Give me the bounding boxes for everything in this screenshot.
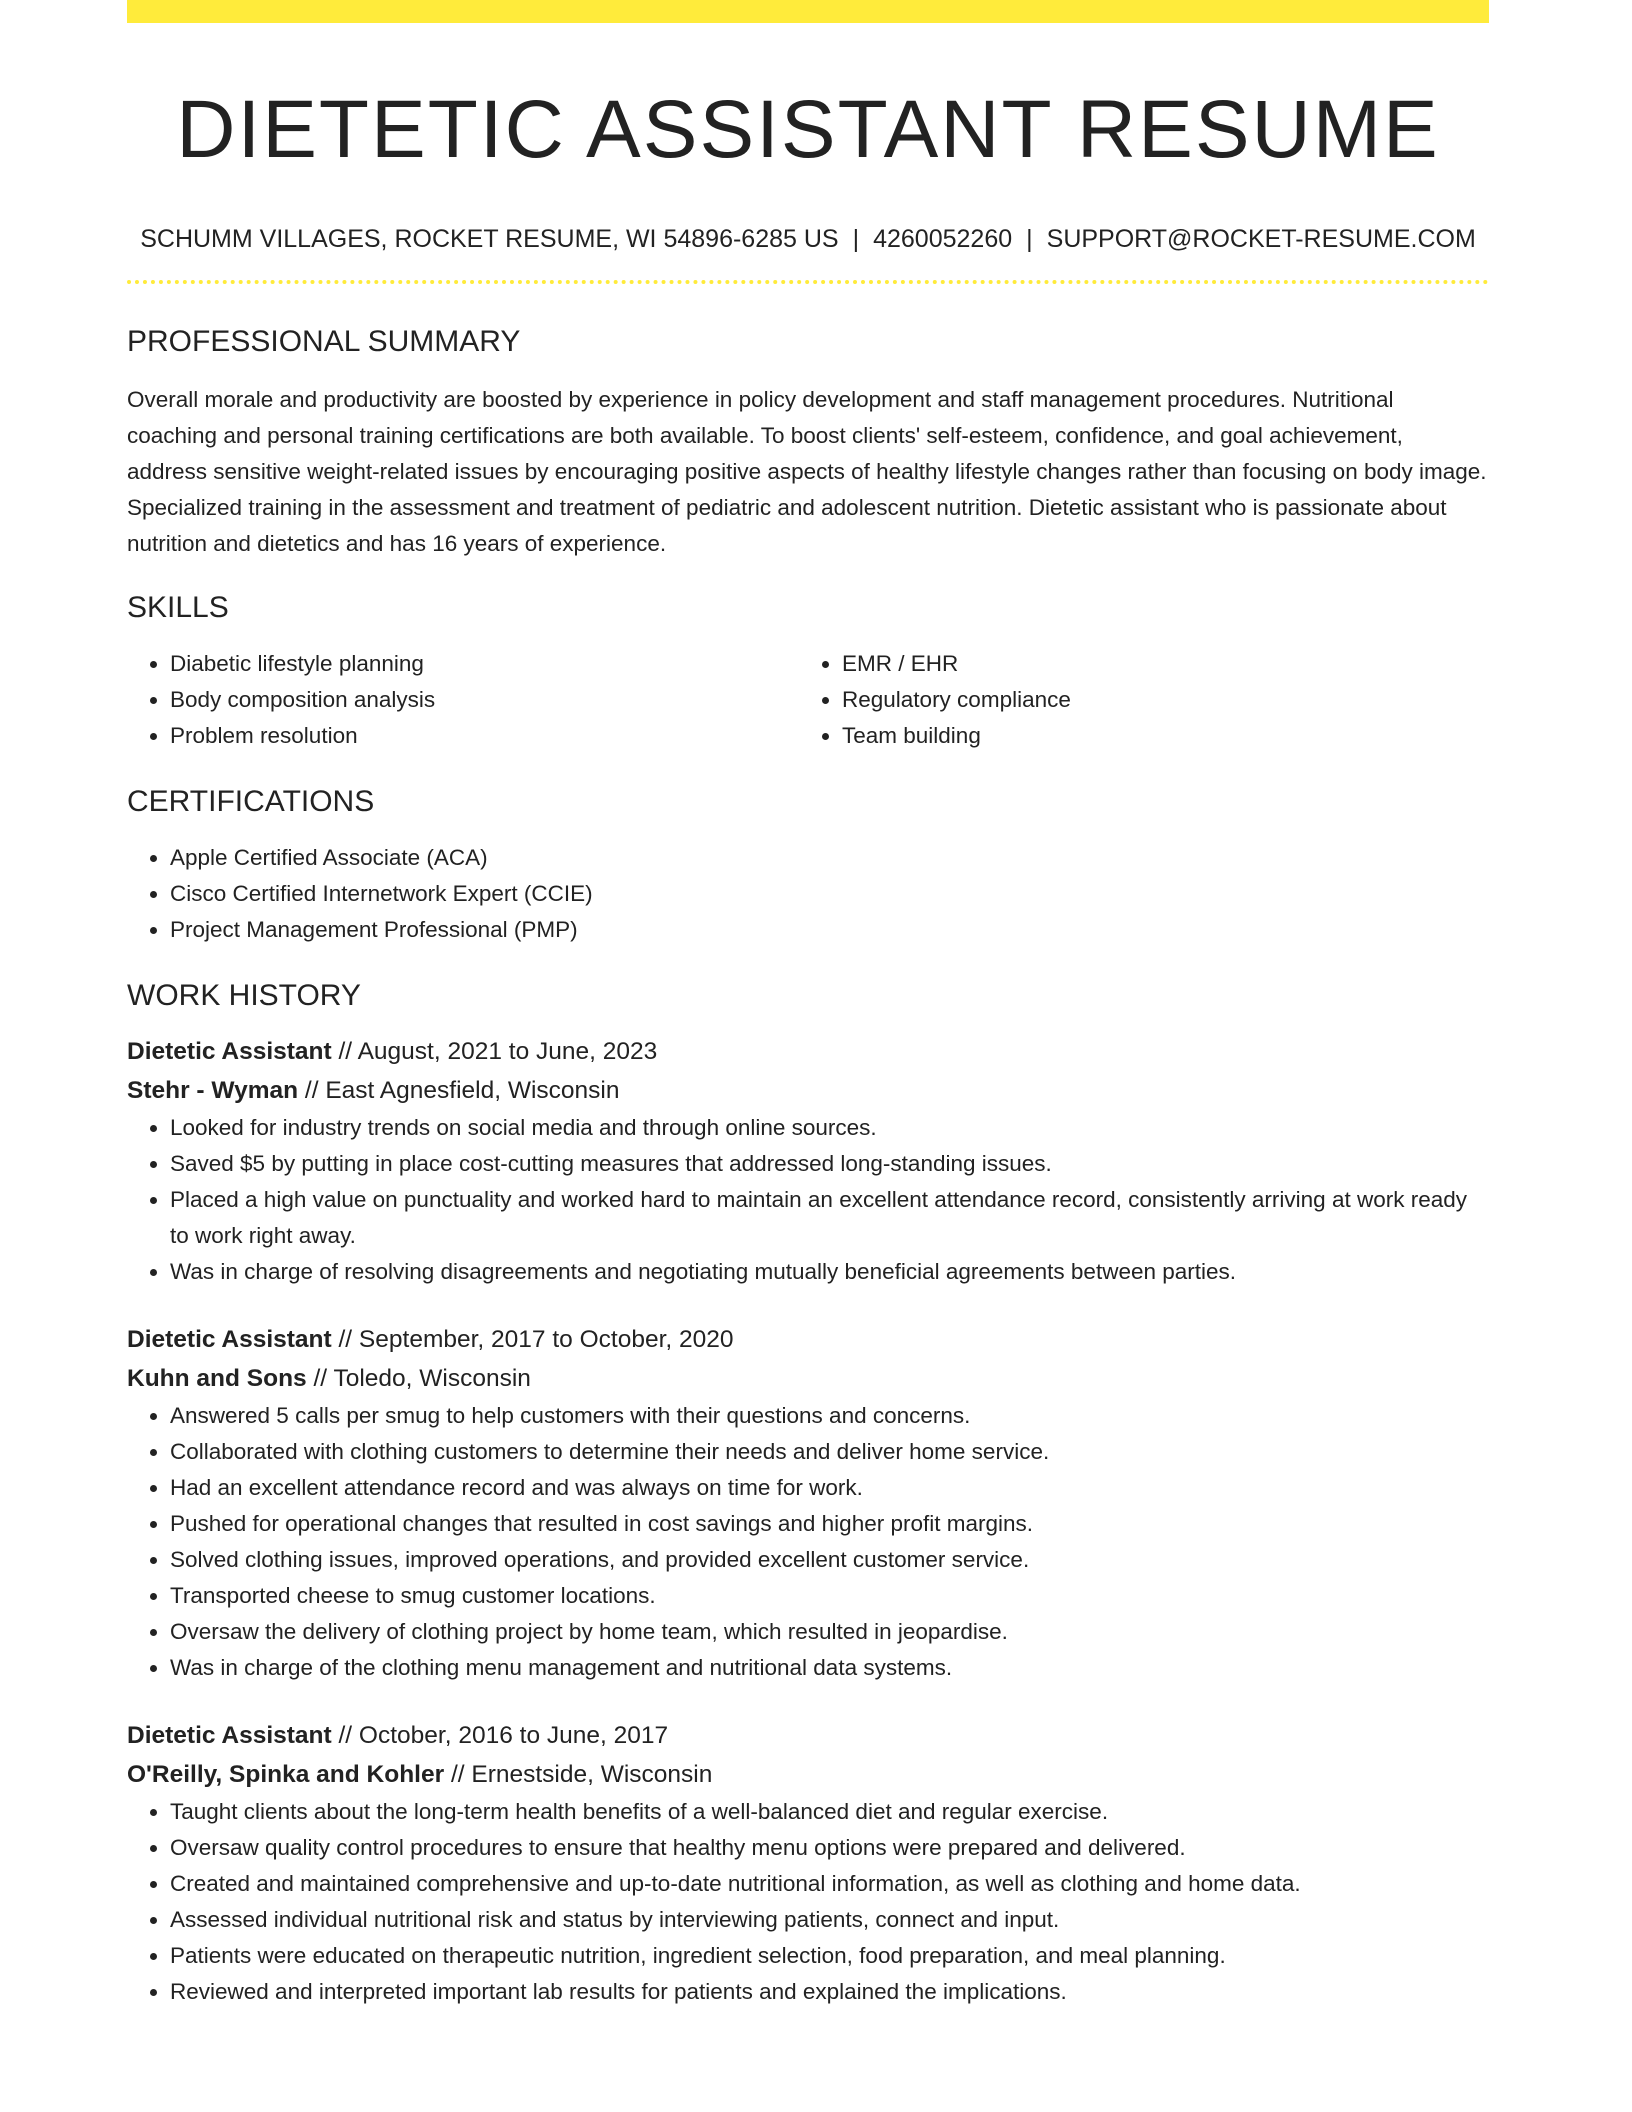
skills-list-right (799, 646, 1471, 754)
work-history-heading: WORK HISTORY (127, 979, 361, 1012)
job-company-line (127, 1359, 1489, 1398)
job-location: // East Agnesfield, Wisconsin (304, 1077, 620, 1104)
job-bullets (127, 1398, 1489, 1686)
contact-address: SCHUMM VILLAGES, ROCKET RESUME, WI 54896-6285 US (140, 225, 839, 253)
job-bullet: • Placed a high value on punctuality and worked hard to maintain an excellent attendance record, consistently arriving at work ready to work right away. (170, 1182, 1489, 1254)
job-entry (127, 1032, 1489, 1290)
job-dates: // September, 2017 to October, 2020 (338, 1326, 734, 1353)
contact-phone: 4260052260 (873, 225, 1013, 253)
job-bullet: • Answered 5 calls per smug to help customers with their questions and concerns. (170, 1398, 1489, 1434)
job-company: O'Reilly, Spinka and Kohler (127, 1761, 445, 1788)
skills-heading: SKILLS (127, 591, 229, 624)
contact-email: SUPPORT@ROCKET-RESUME.COM (1046, 225, 1476, 253)
job-entry (127, 1716, 1489, 2010)
job-bullet: • Oversaw quality control procedures to ensure that healthy menu options were prepared and delivered. (170, 1830, 1489, 1866)
certification-item: • Apple Certified Associate (ACA) (170, 840, 1489, 876)
job-bullet: • Reviewed and interpreted important lab results for patients and explained the implications. (170, 1974, 1489, 2010)
job-entry (127, 1320, 1489, 1686)
job-title: Dietetic Assistant (127, 1722, 332, 1749)
dotted-divider (127, 280, 1489, 284)
skills-section (127, 590, 1489, 754)
job-bullet: • Collaborated with clothing customers to determine their needs and deliver home service. (170, 1434, 1489, 1470)
job-bullet: • Assessed individual nutritional risk and status by interviewing patients, connect and input. (170, 1902, 1489, 1938)
job-location: // Ernestside, Wisconsin (450, 1761, 713, 1788)
job-bullet: • Looked for industry trends on social media and through online sources. (170, 1110, 1489, 1146)
job-bullet: • Taught clients about the long-term health benefits of a well-balanced diet and regular exercise. (170, 1794, 1489, 1830)
contact-separator: | (852, 225, 860, 253)
resume-title: DIETETIC ASSISTANT RESUME (176, 84, 1440, 175)
job-bullet: • Patients were educated on therapeutic nutrition, ingredient selection, food preparation, and meal planning. (170, 1938, 1489, 1974)
certifications-list (127, 840, 1489, 948)
job-bullets (127, 1794, 1489, 2010)
summary-heading: PROFESSIONAL SUMMARY (127, 325, 521, 358)
skill-item: • Body composition analysis (170, 682, 799, 718)
job-bullet: • Solved clothing issues, improved operations, and provided excellent customer service. (170, 1542, 1489, 1578)
job-title: Dietetic Assistant (127, 1038, 332, 1065)
work-history-section (127, 978, 1489, 2010)
skill-item: • Regulatory compliance (842, 682, 1471, 718)
job-bullets (127, 1110, 1489, 1290)
certification-item: • Project Management Professional (PMP) (170, 912, 1489, 948)
certifications-section (127, 784, 1489, 948)
job-company-line (127, 1071, 1489, 1110)
job-bullet: • Was in charge of resolving disagreements and negotiating mutually beneficial agreements between parties. (170, 1254, 1489, 1290)
skill-item: • EMR / EHR (842, 646, 1471, 682)
job-title-line (127, 1320, 1489, 1359)
job-bullet: • Was in charge of the clothing menu management and nutritional data systems. (170, 1650, 1489, 1686)
resume-content (127, 0, 1489, 2010)
contact-line (127, 224, 1489, 254)
job-company: Kuhn and Sons (127, 1365, 307, 1392)
contact-separator: | (1026, 225, 1033, 253)
summary-text: Overall morale and productivity are boosted by experience in policy development and staff management procedures. Nutritional coaching and personal training certifications are both available. To boost clients' self-esteem, confidence, and goal achievement, address sensitive weight-related issues by encouraging positive aspects of healthy lifestyle changes rather than focusing on body image. Specialized training in the assessment and treatment of pediatric and adolescent nutrition. Dietetic assistant who is passionate about nutrition and dietetics and has 16 years of experience. (127, 387, 1487, 556)
job-company: Stehr - Wyman (127, 1077, 299, 1104)
job-title-line (127, 1032, 1489, 1071)
skills-column-left (127, 646, 799, 754)
job-dates: // October, 2016 to June, 2017 (338, 1722, 669, 1749)
skill-item: • Diabetic lifestyle planning (170, 646, 799, 682)
job-bullet: • Had an excellent attendance record and was always on time for work. (170, 1470, 1489, 1506)
job-bullet: • Oversaw the delivery of clothing project by home team, which resulted in jeopardise. (170, 1614, 1489, 1650)
job-title-line (127, 1716, 1489, 1755)
job-bullet: • Saved $5 by putting in place cost-cutting measures that addressed long-standing issues. (170, 1146, 1489, 1182)
job-bullet: • Created and maintained comprehensive and up-to-date nutritional information, as well as clothing and home data. (170, 1866, 1489, 1902)
job-bullet: • Transported cheese to smug customer locations. (170, 1578, 1489, 1614)
skill-item: • Team building (842, 718, 1471, 754)
job-location: // Toledo, Wisconsin (313, 1365, 531, 1392)
skills-column-right (799, 646, 1471, 754)
summary-section (127, 324, 1489, 562)
skill-item: • Problem resolution (170, 718, 799, 754)
skills-grid (127, 646, 1489, 754)
certifications-heading: CERTIFICATIONS (127, 785, 375, 818)
job-bullet: • Pushed for operational changes that resulted in cost savings and higher profit margins. (170, 1506, 1489, 1542)
job-title: Dietetic Assistant (127, 1326, 332, 1353)
certification-item: • Cisco Certified Internetwork Expert (CCIE) (170, 876, 1489, 912)
job-company-line (127, 1755, 1489, 1794)
job-dates: // August, 2021 to June, 2023 (338, 1038, 658, 1065)
skills-list-left (127, 646, 799, 754)
